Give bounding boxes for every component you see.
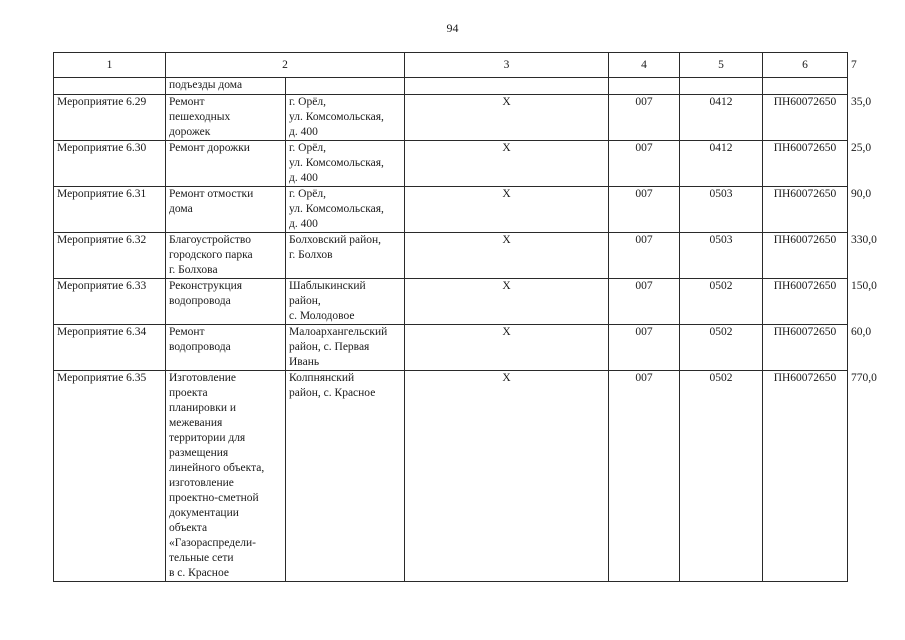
measure-id-cell: Мероприятие 6.33 xyxy=(54,279,166,325)
column-header: 2 xyxy=(166,53,405,78)
column-header: 6 xyxy=(763,53,848,78)
target-code-cell: ПН60072650 xyxy=(763,187,848,233)
marker-cell: Х xyxy=(405,95,609,141)
code-cell: 007 xyxy=(609,279,680,325)
section-cell: 0503 xyxy=(680,233,763,279)
target-code-cell: ПН60072650 xyxy=(763,371,848,582)
column-header: 4 xyxy=(609,53,680,78)
measure-id-cell: Мероприятие 6.34 xyxy=(54,325,166,371)
section-cell: 0503 xyxy=(680,187,763,233)
code-cell: 007 xyxy=(609,141,680,187)
measure-id-cell: Мероприятие 6.32 xyxy=(54,233,166,279)
code-cell: 007 xyxy=(609,371,680,582)
column-header: 1 xyxy=(54,53,166,78)
location-cell: Болховский район, г. Болхов xyxy=(286,233,405,279)
target-code-cell: ПН60072650 xyxy=(763,233,848,279)
measure-id-cell: Мероприятие 6.35 xyxy=(54,371,166,582)
measure-name-cell: Ремонт дорожки xyxy=(166,141,286,187)
table-row: Мероприятие 6.30 Ремонт дорожки г. Орёл, ул. Комсомольская, д. 400 Х 007 0412 ПН60072650 25,0 xyxy=(54,141,848,187)
measure-name-cell: Изготовление проекта планировки и межевания территории для размещения линейного объекта, изготовление проектно-сметной документации объекта «Газораспредели- тельные сети в с. Красное xyxy=(166,371,286,582)
marker-cell: Х xyxy=(405,141,609,187)
table-row: Мероприятие 6.29 Ремонт пешеходных дорожек г. Орёл, ул. Комсомольская, д. 400 Х 007 0412 ПН60072650 35,0 xyxy=(54,95,848,141)
marker-cell: Х xyxy=(405,371,609,582)
target-code-cell: ПН60072650 xyxy=(763,325,848,371)
section-cell: 0502 xyxy=(680,325,763,371)
measure-id-cell: Мероприятие 6.30 xyxy=(54,141,166,187)
location-cell: Малоархангельский район, с. Первая Ивань xyxy=(286,325,405,371)
section-cell: 0412 xyxy=(680,141,763,187)
column-header: 5 xyxy=(680,53,763,78)
target-code-cell: ПН60072650 xyxy=(763,141,848,187)
table-row: Мероприятие 6.31 Ремонт отмостки дома г. Орёл, ул. Комсомольская, д. 400 Х 007 0503 ПН60072650 90,0 xyxy=(54,187,848,233)
location-cell: Шаблыкинский район, с. Молодовое xyxy=(286,279,405,325)
measure-name-cell: Ремонт отмостки дома xyxy=(166,187,286,233)
marker-cell: Х xyxy=(405,187,609,233)
measure-id-cell: Мероприятие 6.31 xyxy=(54,187,166,233)
section-cell: 0412 xyxy=(680,95,763,141)
table-row: Мероприятие 6.35 Изготовление проекта планировки и межевания территории для размещения линейного объекта, изготовление проектно-сметной документации объекта «Газораспредели- тельные сети в с. Красное Колпнянский район, с. Красное Х 007 0502 ПН60072650 770,0 xyxy=(54,371,848,582)
code-cell: 007 xyxy=(609,95,680,141)
marker-cell: Х xyxy=(405,325,609,371)
column-header: 3 xyxy=(405,53,609,78)
location-cell: г. Орёл, ул. Комсомольская, д. 400 xyxy=(286,141,405,187)
continuation-text: подъезды дома xyxy=(166,78,286,95)
code-cell: 007 xyxy=(609,325,680,371)
table-row: Мероприятие 6.32 Благоустройство городского парка г. Болхова Болховский район, г. Болхов Х 007 0503 ПН60072650 330,0 xyxy=(54,233,848,279)
marker-cell: Х xyxy=(405,233,609,279)
code-cell: 007 xyxy=(609,233,680,279)
target-code-cell: ПН60072650 xyxy=(763,279,848,325)
marker-cell: Х xyxy=(405,279,609,325)
section-cell: 0502 xyxy=(680,279,763,325)
measure-name-cell: Реконструкция водопровода xyxy=(166,279,286,325)
location-cell: г. Орёл, ул. Комсомольская, д. 400 xyxy=(286,95,405,141)
table-row: Мероприятие 6.34 Ремонт водопровода Малоархангельский район, с. Первая Ивань Х 007 0502 ПН60072650 60,0 xyxy=(54,325,848,371)
budget-table xyxy=(53,52,877,582)
code-cell: 007 xyxy=(609,187,680,233)
measure-name-cell: Ремонт водопровода xyxy=(166,325,286,371)
target-code-cell: ПН60072650 xyxy=(763,95,848,141)
header-row: 1 2 3 4 5 6 7 xyxy=(54,53,848,78)
measure-name-cell: Ремонт пешеходных дорожек xyxy=(166,95,286,141)
page-number: 94 xyxy=(446,21,459,35)
measure-name-cell: Благоустройство городского парка г. Болхова xyxy=(166,233,286,279)
section-cell: 0502 xyxy=(680,371,763,582)
measure-id-cell: Мероприятие 6.29 xyxy=(54,95,166,141)
table-row: Мероприятие 6.33 Реконструкция водопровода Шаблыкинский район, с. Молодовое Х 007 0502 ПН60072650 150,0 xyxy=(54,279,848,325)
continuation-row xyxy=(54,78,848,95)
location-cell: Колпнянский район, с. Красное xyxy=(286,371,405,582)
location-cell: г. Орёл, ул. Комсомольская, д. 400 xyxy=(286,187,405,233)
